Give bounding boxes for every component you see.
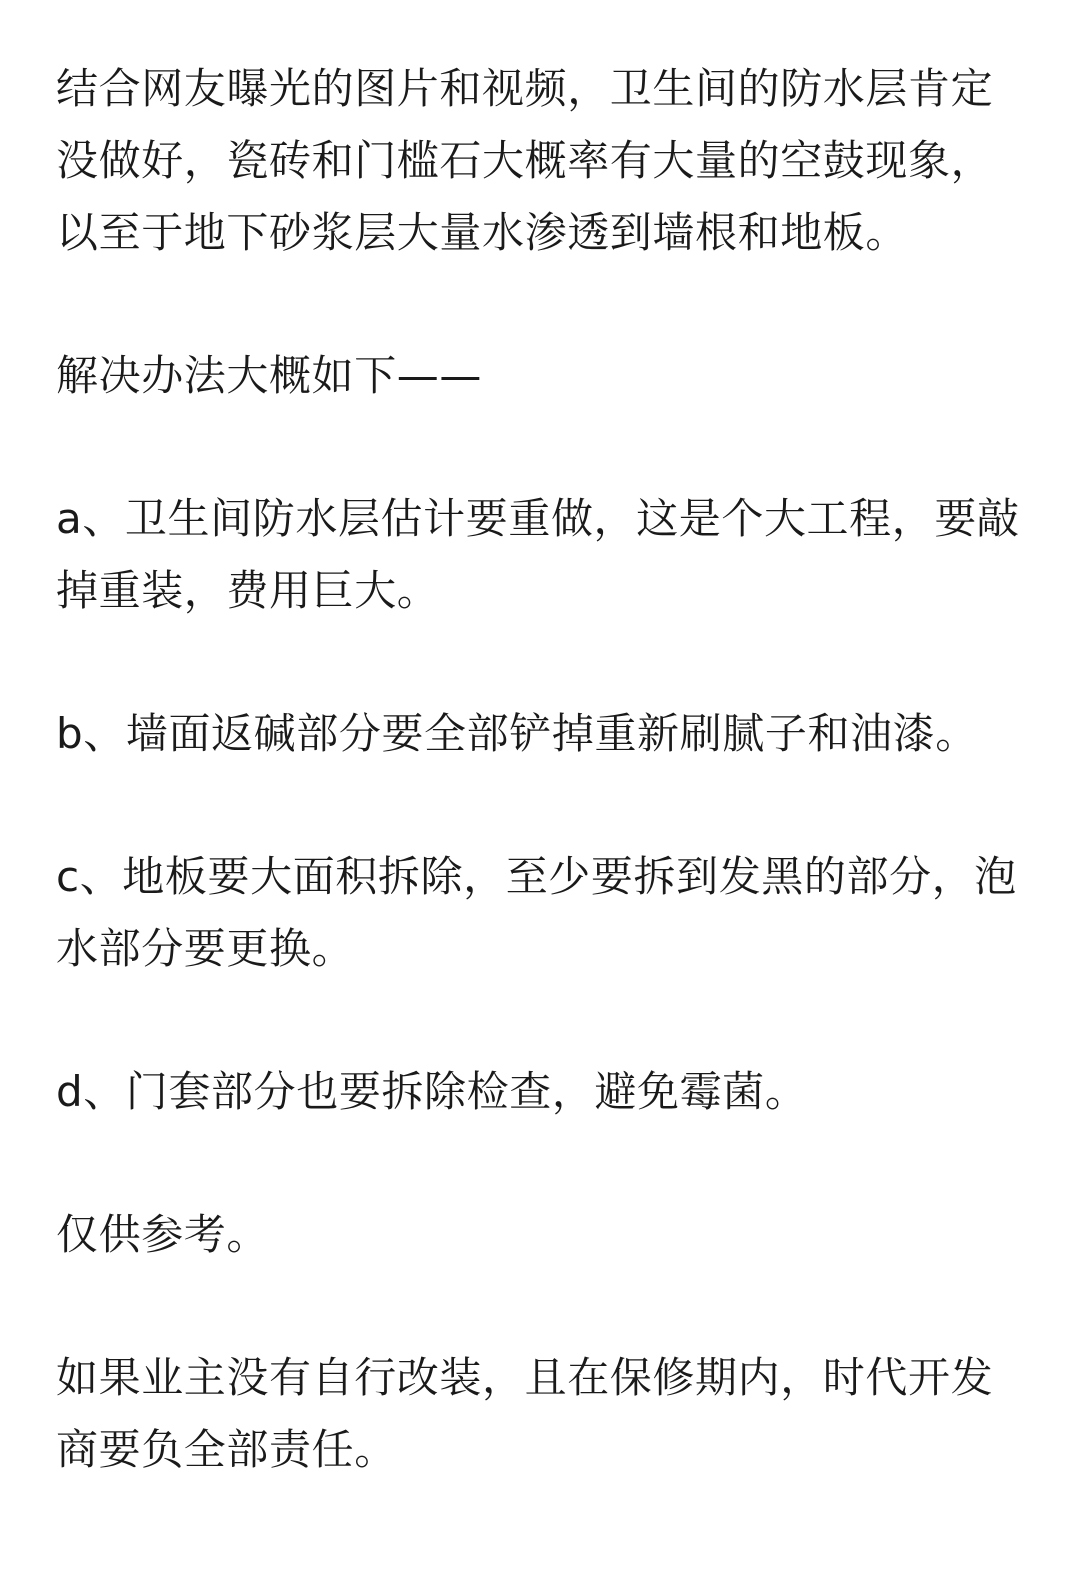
paragraph-intro: 结合网友曝光的图片和视频，卫生间的防水层肯定没做好，瓷砖和门槛石大概率有大量的空鼓现象，以至于地下砂浆层大量水渗透到墙根和地板。 [56, 64, 994, 257]
article-body [56, 53, 1031, 1486]
paragraph-item-d: d、门套部分也要拆除检查，避免霉菌。 [56, 1067, 808, 1116]
paragraph-conclusion: 如果业主没有自行改装，且在保修期内，时代开发商要负全部责任。 [56, 1353, 994, 1474]
paragraph-solution-heading: 解决办法大概如下—— [56, 351, 483, 400]
paragraph-item-c: c、地板要大面积拆除，至少要拆到发黑的部分，泡水部分要更换。 [56, 852, 1017, 973]
paragraph-item-b: b、墙面返碱部分要全部铲掉重新刷腻子和油漆。 [56, 709, 978, 758]
paragraph-disclaimer: 仅供参考。 [56, 1210, 270, 1259]
paragraph-item-a: a、卫生间防水层估计要重做，这是个大工程，要敲掉重装，费用巨大。 [56, 494, 1020, 615]
